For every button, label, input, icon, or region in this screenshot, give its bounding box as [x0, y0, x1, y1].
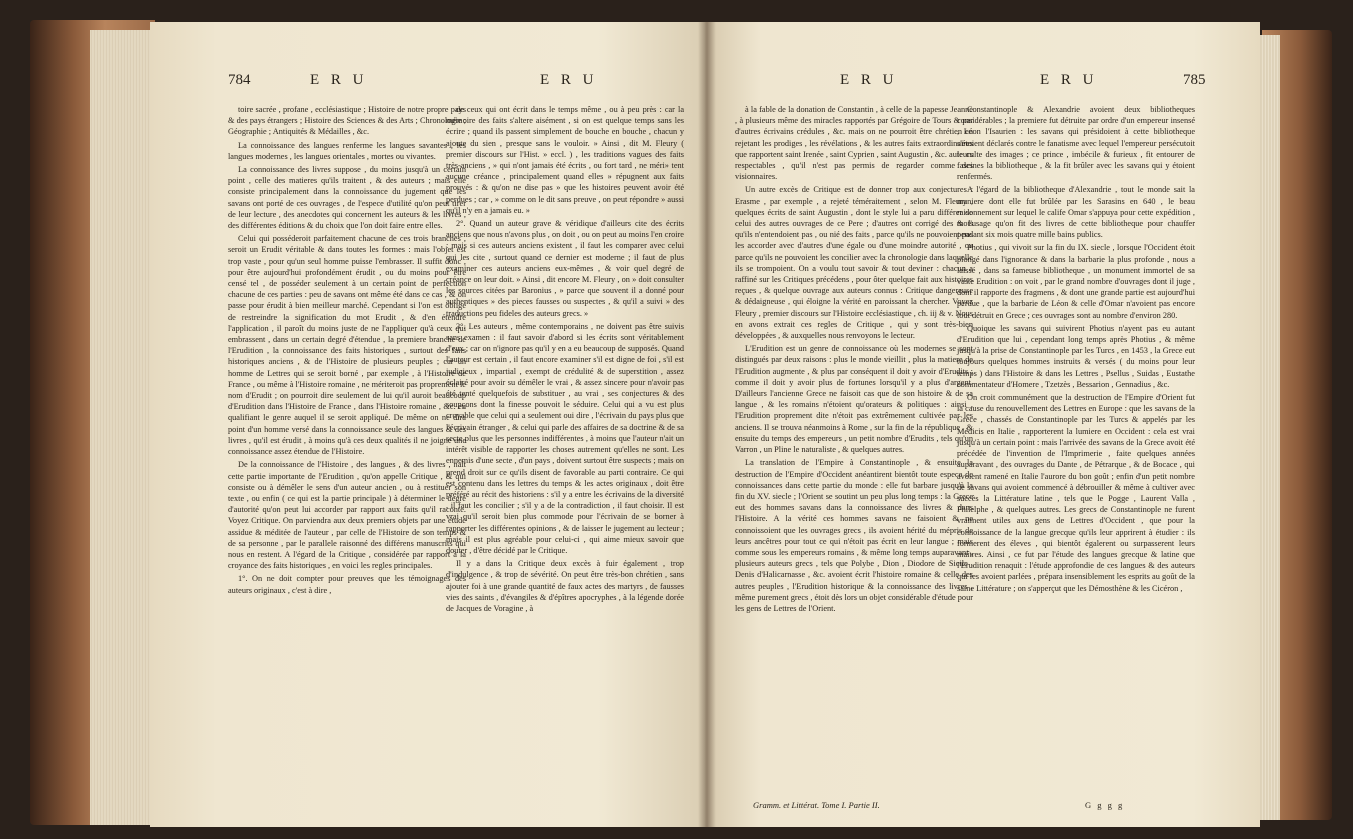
- right-running-head-2: E R U: [1040, 72, 1098, 88]
- paragraph: 3°. Les auteurs , même contemporains , ne doivent pas être suivis sans examen : il faut savoir d'abord si les écrits sont véritablement d'eux ; car on n'ignore pas qu'il y en a eu beaucoup de supposés. Quand l'auteur est certain , il faut encore examiner s'il est digne de foi , s'il est judicieux , impartial , exempt de crédulité & de superstition , assez éclairé pour avoir su démêler le vrai , & assez sincere pour n'avoir pas été tenté quelquefois de substituer , au vrai , ses conjectures & des soupçons dont la finesse pouvoit le séduire. Celui qui a vu est plus croyable que celui qui a seulement oui dire , l'écrivain du pays plus que l'écrivain étranger , & celui qui parle des affaires de sa doctrine & de sa secte plus que les personnes indifférentes , à moins que l'auteur n'ait un intérêt visible de rapporter les choses autrement qu'elles ne sont. Les ennemis d'une secte , d'un pays , doivent surtout être suspects ; mais on prend droit sur ce qu'ils disent de favorable au parti contraire. Ce qui est contenu dans les lettres du temps & les actes originaux , doit être préféré au récit des historiens : s'il y a entre les écrivains de la diversité , il faut les concilier ; s'il y a de la contradiction , il faut choisir. Il est vrai qu'il seroit bien plus commode pour l'écrivain de se borner à rapporter les différentes opinions , & de laisser le jugement au lecteur ; mais il est plus agréable pour celui-ci , qui aime mieux savoir que douter , d'être décidé par le Critique.: [446, 321, 684, 555]
- footer-signature-mark: G g g g: [1085, 800, 1125, 810]
- right-page-number: 785: [1183, 72, 1206, 88]
- paragraph: Photius , qui vivoit sur la fin du IX. siecle , lorsque l'Occident étoit plongé dans l'ignorance & dans la barbarie la plus profonde , nous a laissé , dans sa fameuse bibliotheque , un monument immortel de sa vaste Erudition : on voit , par le grand nombre d'ouvrages dont il juge , dont il rapporte des fragmens , & dont une grande partie est aujourd'hui perdue , que la barbarie de Léon & celle d'Omar n'avoient pas encore tout détruit en Grece ; ces ouvrages sont au nombre d'environ 280.: [957, 243, 1195, 320]
- book-gutter: [698, 22, 716, 827]
- left-column-2: [446, 104, 684, 616]
- paragraph: A l'égard de la bibliotheque d'Alexandrie , tout le monde sait la maniere dont elle fut brûlée par les Sarasins en 640 , le beau raisonnement sur lequel le calife Omar s'appuya pour cette expédition , & l'usage qu'on fit des livres de cette bibliotheque pour chauffer pendant six mois quatre mille bains publics.: [957, 185, 1195, 240]
- paragraph: Un autre excès de Critique est de donner trop aux conjectures : Erasme , par exemple , a rejeté téméraitement , selon M. Fleury , quelques écrits de saint Augustin , dont le style lui a paru différer de celui des autres ouvrages de ce Pere ; d'autres ont corrigé des mots qu'ils n'entendoient pas , ou nié des faits , parce qu'ils ne pouvoient pas les accorder avec d'autres d'une égale ou d'une moindre autorité , ou parce qu'ils ne pouvoient les concilier avec la chronologie dans laquelle ils se trompoient. On a voulu tout savoir & tout deviner : chacun a raffiné sur les Critiques précédens , pour ôter quelque fait aux histoires reçues , & quelque ouvrage aux auteurs connus : Critique dangereuse & dédaigneuse , qui éloigne la vérité en paroissant la chercher. Voyez Fleury , premier discours sur l'Histoire ecclésiastique , ch. iij & v. Nous en avons extrait ces regles de Critique , qui y sont très-bien développées , & auxquelles nous renvoyons le lecteur.: [735, 185, 973, 341]
- footer-signature-note: Gramm. et Littérat. Tome I. Partie II.: [753, 800, 880, 810]
- paragraph: Constantinople & Alexandrie avoient deux bibliotheques considérables ; la premiere fut détruite par ordre d'un empereur insensé , Léon l'Isaurien : les savans qui présidoient à cette bibliotheque s'étoient déclarés contre le fanatisme avec lequel l'empereur persécutoit le culte des images ; ce prince , imbécile & furieux , fit entourer de fascines la bibliotheque , & la fit brûler avec les savans qui y étoient renfermés.: [957, 105, 1195, 182]
- paragraph: La connoissance des langues renferme les langues savantes , les langues modernes , les langues orientales , mortes ou vivantes.: [228, 140, 466, 161]
- paragraph: 2°. Quand un auteur grave & véridique d'ailleurs cite des écrits anciens que nous n'avons plus , on doit , ou on peut au moins l'en croire : mais si ces auteurs anciens existent , il faut les comparer avec celui qui les cite , surtout quand ce dernier est moderne ; il faut de plus examiner ces auteurs anciens eux-mêmes , & voir quel degré de créance on leur doit. » Ainsi , dit encore M. Fleury , on » doit consulter les sources citées par Baronius , » parce que souvent il a donné pour authentiques » des pieces fausses ou suspectes , & qu'il a suivi » des traductions peu fideles des auteurs grecs. »: [446, 219, 684, 318]
- paragraph: On croit communément que la destruction de l'Empire d'Orient fut la cause du renouvellement des Lettres en Europe : que les savans de la Grece , chassés de Constantinople par les Turcs & appelés par les Médicis en Italie , rapporterent la lumiere en Occident : cela est vrai jusqu'à un certain point : mais l'arrivée des savans de la Grece avoit été précédée de l'invention de l'Imprimerie , faite quelques années auparavant , des ouvrages du Dante , de Pétrarque , & de Bocace , qui avoient ramené en Italie l'aurore du bon goût ; enfin d'un petit nombre de savans qui avoient commencé à débrouiller & même à cultiver avec succès la Littérature latine , tels que le Pogge , Laurent Valla , Philelphe , & quelques autres. Les grecs de Constantinople ne furent vraiment utiles aux gens de Lettres d'Occident , que pour la connoissance de la langue grecque qu'ils leur apprirent à étudier : ils formerent des éleves , qui bientôt égalerent ou surpasserent leurs maîtres. Ainsi , ce fut par l'étude des langues grecque & latine que l'Erudition renaquit : l'étude approfondie de ces langues & des auteurs qui les avoient parlées , prépara insensiblement les esprits au goût de la saine Littérature ; on s'apperçut que les Démosthène & les Cicéron ,: [957, 393, 1195, 593]
- paragraph: L'Erudition est un genre de connoissance où les modernes se sont distingués par deux raisons : plus le monde vieillit , plus la matiere de l'Erudition augmente , & plus par conséquent il doit y avoir d'Erudits ; comme il doit y avoir plus de fortunes lorsqu'il y a plus d'argent. D'ailleurs l'ancienne Grece ne faisoit cas que de son histoire & de sa langue , & les romains n'étoient qu'orateurs & politiques : ainsi , l'Erudition proprement dite n'étoit pas extrêmement cultivée par les anciens. Il se trouva néanmoins à Rome , sur la fin de la république , & ensuite du temps des empereurs , un petit nombre d'Erudits , tels qu'un Varron , un Pline le naturaliste , & quelques autres.: [735, 344, 973, 455]
- paragraph: La translation de l'Empire à Constantinople , & ensuite la destruction de l'Empire d'Occident anéantirent bientôt toute espece de connoissances dans cette partie du monde : elle fut barbare jusqu'à la fin du XV. siecle ; l'Orient se soutint un peu plus long temps : la Grece eut des hommes savans dans la connoissance des livres & dans l'Histoire. A la vérité ces hommes savans ne faisoient & ne connoissoient que les ouvrages grecs , ils avoient hérité du mépris de leurs ancêtres pour tout ce qui n'étoit pas écrit en leur langue ; mais comme sous les empereurs romains , & même long temps auparavant , plusieurs auteurs grecs , tels que Polybe , Dion , Diodore de Sicile , Denis d'Halicarnasse , &c. avoient écrit l'histoire romaine & celle des autres peuples , l'Erudition historique & la connoissance des livres , même purement grecs , étoit dès lors un objet considérable d'étude pour les gens de Lettres de l'Orient.: [735, 458, 973, 613]
- left-page: [150, 22, 710, 827]
- paragraph: Il y a dans la Critique deux excès à fuir également , trop d'indulgence , & trop de sévérité. On peut être très-bon chrétien , sans ajouter foi à une grande quantité de faux actes des martyrs , de fausses vies des saints , d'évangiles & d'épîtres apocryphes , à la légende dorée de Jacques de Voragine , à: [446, 559, 684, 613]
- right-column-1: [735, 104, 973, 616]
- paragraph: toire sacrée , profane , ecclésiastique ; Histoire de notre propre pays & des pays étrangers ; Histoire des Sciences & des Arts ; Chronologie ; Géographie ; Antiquités & Médailles , &c.: [228, 105, 466, 137]
- left-page-number: 784: [228, 72, 251, 88]
- left-running-head-2: E R U: [540, 72, 598, 88]
- paragraph: à la fable de la donation de Constantin , à celle de la papesse Jeanne , à plusieurs même des miracles rapportés par Grégoire de Tours & par d'autres écrivains crédules , &c. mais on ne pourroit être chrétien en rejetant les prodiges , les révélations , & les autres faits extraordinaires que rapportent saint Irenée , saint Cyprien , saint Augustin , &c. auteurs respectables , qu'il n'est pas permis de regarder comme des visionnaires.: [735, 105, 973, 182]
- paragraph: 1°. On ne doit compter pour preuves que les témoignages des auteurs originaux , c'est à dire ,: [228, 574, 466, 595]
- right-page: [705, 22, 1260, 827]
- paragraph: de ceux qui ont écrit dans le temps même , ou à peu près : car la mémoire des faits s'altere aisément , si on est quelque temps sans les écrire ; quand ils passent simplement de bouche en bouche , chacun y ajoute du sien , presque sans le vouloir. » Ainsi , dit M. Fleury ( premier discours sur l'Hist. » eccl. ) , les traditions vagues des faits très-anciens , » qui n'ont jamais été écrits , ou fort tard , ne méri» tent aucune créance , principalement quand elles » répugnent aux faits prouvés : & qu'on ne dise pas » que les histoires peuvent avoir été perdues ; car , » comme on le dit sans preuve , on peut répondre » aussi qu'il n'y en a jamais eu. »: [446, 105, 684, 215]
- paragraph: Celui qui posséderoit parfaitement chacune de ces trois branches , seroit un Erudit véritable & dans toutes les formes : mais l'objet est trop vaste , pour qu'un seul homme puisse l'embrasser. Il suffit donc , pour être aujourd'hui profondément érudit , ou du moins pour être censé tel , de posséder seulement à un certain point de perfection chacune de ces parties : peu de savans ont même été dans ce cas , & on passe pour érudit à bien meilleur marché. Cependant si l'on est obligé de restreindre la signification du mot Erudit , & d'en étendre l'application , il paroît du moins juste de ne l'appliquer qu'à ceux qui embrassent , dans un certain degré d'étendue , la premiere branche de l'Erudition , la connoissance des faits historiques , surtout des faits historiques anciens , & de l'Histoire de plusieurs peuples ; car un homme de Lettres qui se seroit borné , par exemple , à l'Histoire de France , ou même à l'Histoire romaine , ne mériteroit pas proprement le nom d'Erudit ; on pourroit dire seulement de lui qu'il auroit beaucoup d'Erudition dans l'Histoire de France , dans l'Histoire romaine , &c. en qualifiant le genre auquel il se seroit appliqué. De même on ne dira point d'un homme versé dans la connoissance seule des langues & des livres , qu'il est érudit , à moins qu'à ces deux qualités il ne joigne une connoissance assez étendue de l'Histoire.: [228, 234, 466, 457]
- left-column-1: [228, 104, 466, 598]
- page-edges-left: [90, 30, 150, 825]
- paragraph: De la connoissance de l'Histoire , des langues , & des livres , naît cette partie importante de l'Erudition , qu'on appelle Critique , & qui consiste ou à démêler le sens d'un auteur ancien , ou à restituer son texte , ou enfin ( ce qui est la partie principale ) à déterminer le degré d'autorité qu'on peut lui accorder par rapport aux faits qu'il raconte. Voyez Critique. On parviendra aux deux premiers objets par une étude assidue & méditée de l'auteur , par celle de l'Histoire de son temps & de sa personne , par le parallele raisonné des différens manuscrits qui nous en restent. A l'égard de la Critique , considérée par rapport à la croyance des faits historiques , en voici les regles principales.: [228, 460, 466, 571]
- right-column-2: [957, 104, 1195, 596]
- paragraph: Quoique les savans qui suivirent Photius n'ayent pas eu autant d'Erudition que lui , cependant long temps après Photius , & même jusqu'à la prise de Constantinople par les Turcs , en 1453 , la Grece eut toujours quelques hommes instruits & versés ( du moins pour leur temps ) dans l'Histoire & dans les Lettres , Psellus , Suidas , Eustathe commentateur d'Homere , Tzetzès , Bessarion , Gennadius , &c.: [957, 323, 1195, 389]
- paragraph: La connoissance des livres suppose , du moins jusqu'à un certain point , celle des matieres qu'ils traitent , & des auteurs ; mais elle consiste principalement dans la connoissance du jugement que les savans ont porté de ces ouvrages , de l'espece d'utilité qu'on peut tirer de leur lecture , des anecdotes qui concernent les auteurs & les livres , des différentes éditions & du choix que l'on doit faire entre elles.: [228, 165, 466, 231]
- left-running-head: E R U: [310, 72, 368, 88]
- right-running-head: E R U: [840, 72, 898, 88]
